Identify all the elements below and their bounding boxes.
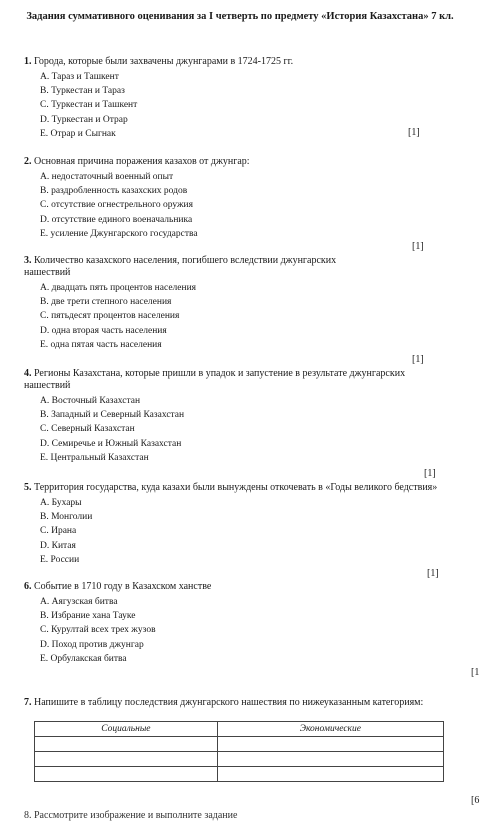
- option-e: E. усиление Джунгарского государства: [40, 228, 198, 239]
- option-c: C. Северный Казахстан: [40, 424, 135, 435]
- table-header-social: Социальные: [35, 722, 218, 737]
- option-b: B. Монголии: [40, 512, 93, 523]
- option-a: A. двадцать пять процентов населения: [40, 283, 197, 293]
- option-a: A. Тараз и Ташкент: [40, 72, 119, 82]
- option-e: E. Центральный Казахстан: [40, 452, 149, 463]
- question-text: Событие в 1710 году в Казахском ханстве: [34, 581, 212, 592]
- question-4: [24, 368, 405, 465]
- question-number: 2.: [24, 156, 32, 167]
- question-text: Основная причина поражения казахов от джунгар:: [34, 156, 250, 167]
- table-cell[interactable]: [217, 767, 443, 782]
- option-a: A. Аягузская битва: [40, 597, 118, 607]
- score-mark: [1]: [412, 354, 424, 365]
- question-6: [24, 581, 211, 666]
- option-d: D. Туркестан и Отрар: [40, 114, 128, 125]
- option-d: D. Семиречье и Южный Казахстан: [40, 438, 182, 449]
- option-e: E. России: [40, 554, 80, 565]
- table-row: [35, 752, 444, 767]
- score-mark: [1]: [427, 568, 439, 579]
- question-8-partial: 8. Рассмотрите изображение и выполните задание: [24, 810, 238, 821]
- consequences-table: [34, 721, 444, 782]
- score-mark: [1]: [424, 468, 436, 479]
- option-d: D. Поход против джунгар: [40, 639, 144, 650]
- table-cell[interactable]: [35, 767, 218, 782]
- option-b: B. две трети степного населения: [40, 297, 172, 308]
- option-d: D. отсутствие единого военачальника: [40, 214, 193, 225]
- option-c: C. Туркестан и Ташкент: [40, 100, 138, 111]
- question-text: Напишите в таблицу последствия джунгарского нашествия по нижеуказанным категориям:: [34, 697, 424, 708]
- question-7: [24, 697, 423, 709]
- table-cell[interactable]: [217, 752, 443, 767]
- score-mark: [1]: [412, 241, 424, 252]
- option-a: A. Бухары: [40, 498, 82, 508]
- page-title: Задания суммативного оценивания за I четверть по предмету «История Казахстана» 7 кл.: [26, 11, 454, 22]
- table-header-economic: Экономические: [217, 722, 443, 737]
- question-text: Города, которые были захвачены джунгарами в 1724-1725 гг.: [34, 56, 294, 67]
- option-a: A. недостаточный военный опыт: [40, 172, 174, 182]
- option-c: C. Ирана: [40, 526, 77, 537]
- option-d: D. Китая: [40, 540, 76, 551]
- question-text-continued: нашествий: [24, 380, 71, 391]
- option-c: C. Курултай всех трех жузов: [40, 625, 156, 636]
- table-row: [35, 767, 444, 782]
- question-number: 4.: [24, 368, 32, 379]
- table-cell[interactable]: [35, 737, 218, 752]
- option-a: A. Восточный Казахстан: [40, 396, 141, 406]
- question-text: Количество казахского населения, погибшего вследствии джунгарских: [34, 255, 337, 266]
- table-row: [35, 737, 444, 752]
- question-number: 3.: [24, 255, 32, 266]
- option-b: B. Туркестан и Тараз: [40, 86, 125, 97]
- question-text-continued: нашествий: [24, 267, 71, 278]
- score-mark: [1: [471, 667, 480, 678]
- question-number: 7.: [24, 697, 32, 708]
- question-text: Регионы Казахстана, которые пришли в упадок и запустение в результате джунгарских: [34, 368, 406, 379]
- question-text: Территория государства, куда казахи были вынуждены откочевать в «Годы великого бедствия»: [34, 482, 438, 493]
- question-1: [24, 56, 293, 141]
- question-number: 6.: [24, 581, 32, 592]
- option-c: C. пятьдесят процентов населения: [40, 311, 180, 322]
- table-cell[interactable]: [35, 752, 218, 767]
- question-2: [24, 156, 250, 241]
- question-5: [24, 482, 437, 567]
- question-3: [24, 255, 336, 352]
- score-mark: [1]: [408, 127, 420, 138]
- score-mark: [6: [471, 795, 480, 806]
- table-cell[interactable]: [217, 737, 443, 752]
- question-number: 5.: [24, 482, 32, 493]
- option-e: E. Орбулакская битва: [40, 653, 127, 664]
- question-number: 1.: [24, 56, 32, 67]
- option-d: D. одна вторая часть населения: [40, 325, 167, 336]
- option-b: B. Избрание хана Тауке: [40, 611, 136, 622]
- option-b: B. Западный и Северный Казахстан: [40, 410, 185, 421]
- option-b: B. раздробленность казахских родов: [40, 186, 188, 197]
- option-e: E. Отрар и Сыгнак: [40, 128, 116, 139]
- option-c: C. отсутствие огнестрельного оружия: [40, 200, 193, 211]
- option-e: E. одна пятая часть населения: [40, 339, 162, 350]
